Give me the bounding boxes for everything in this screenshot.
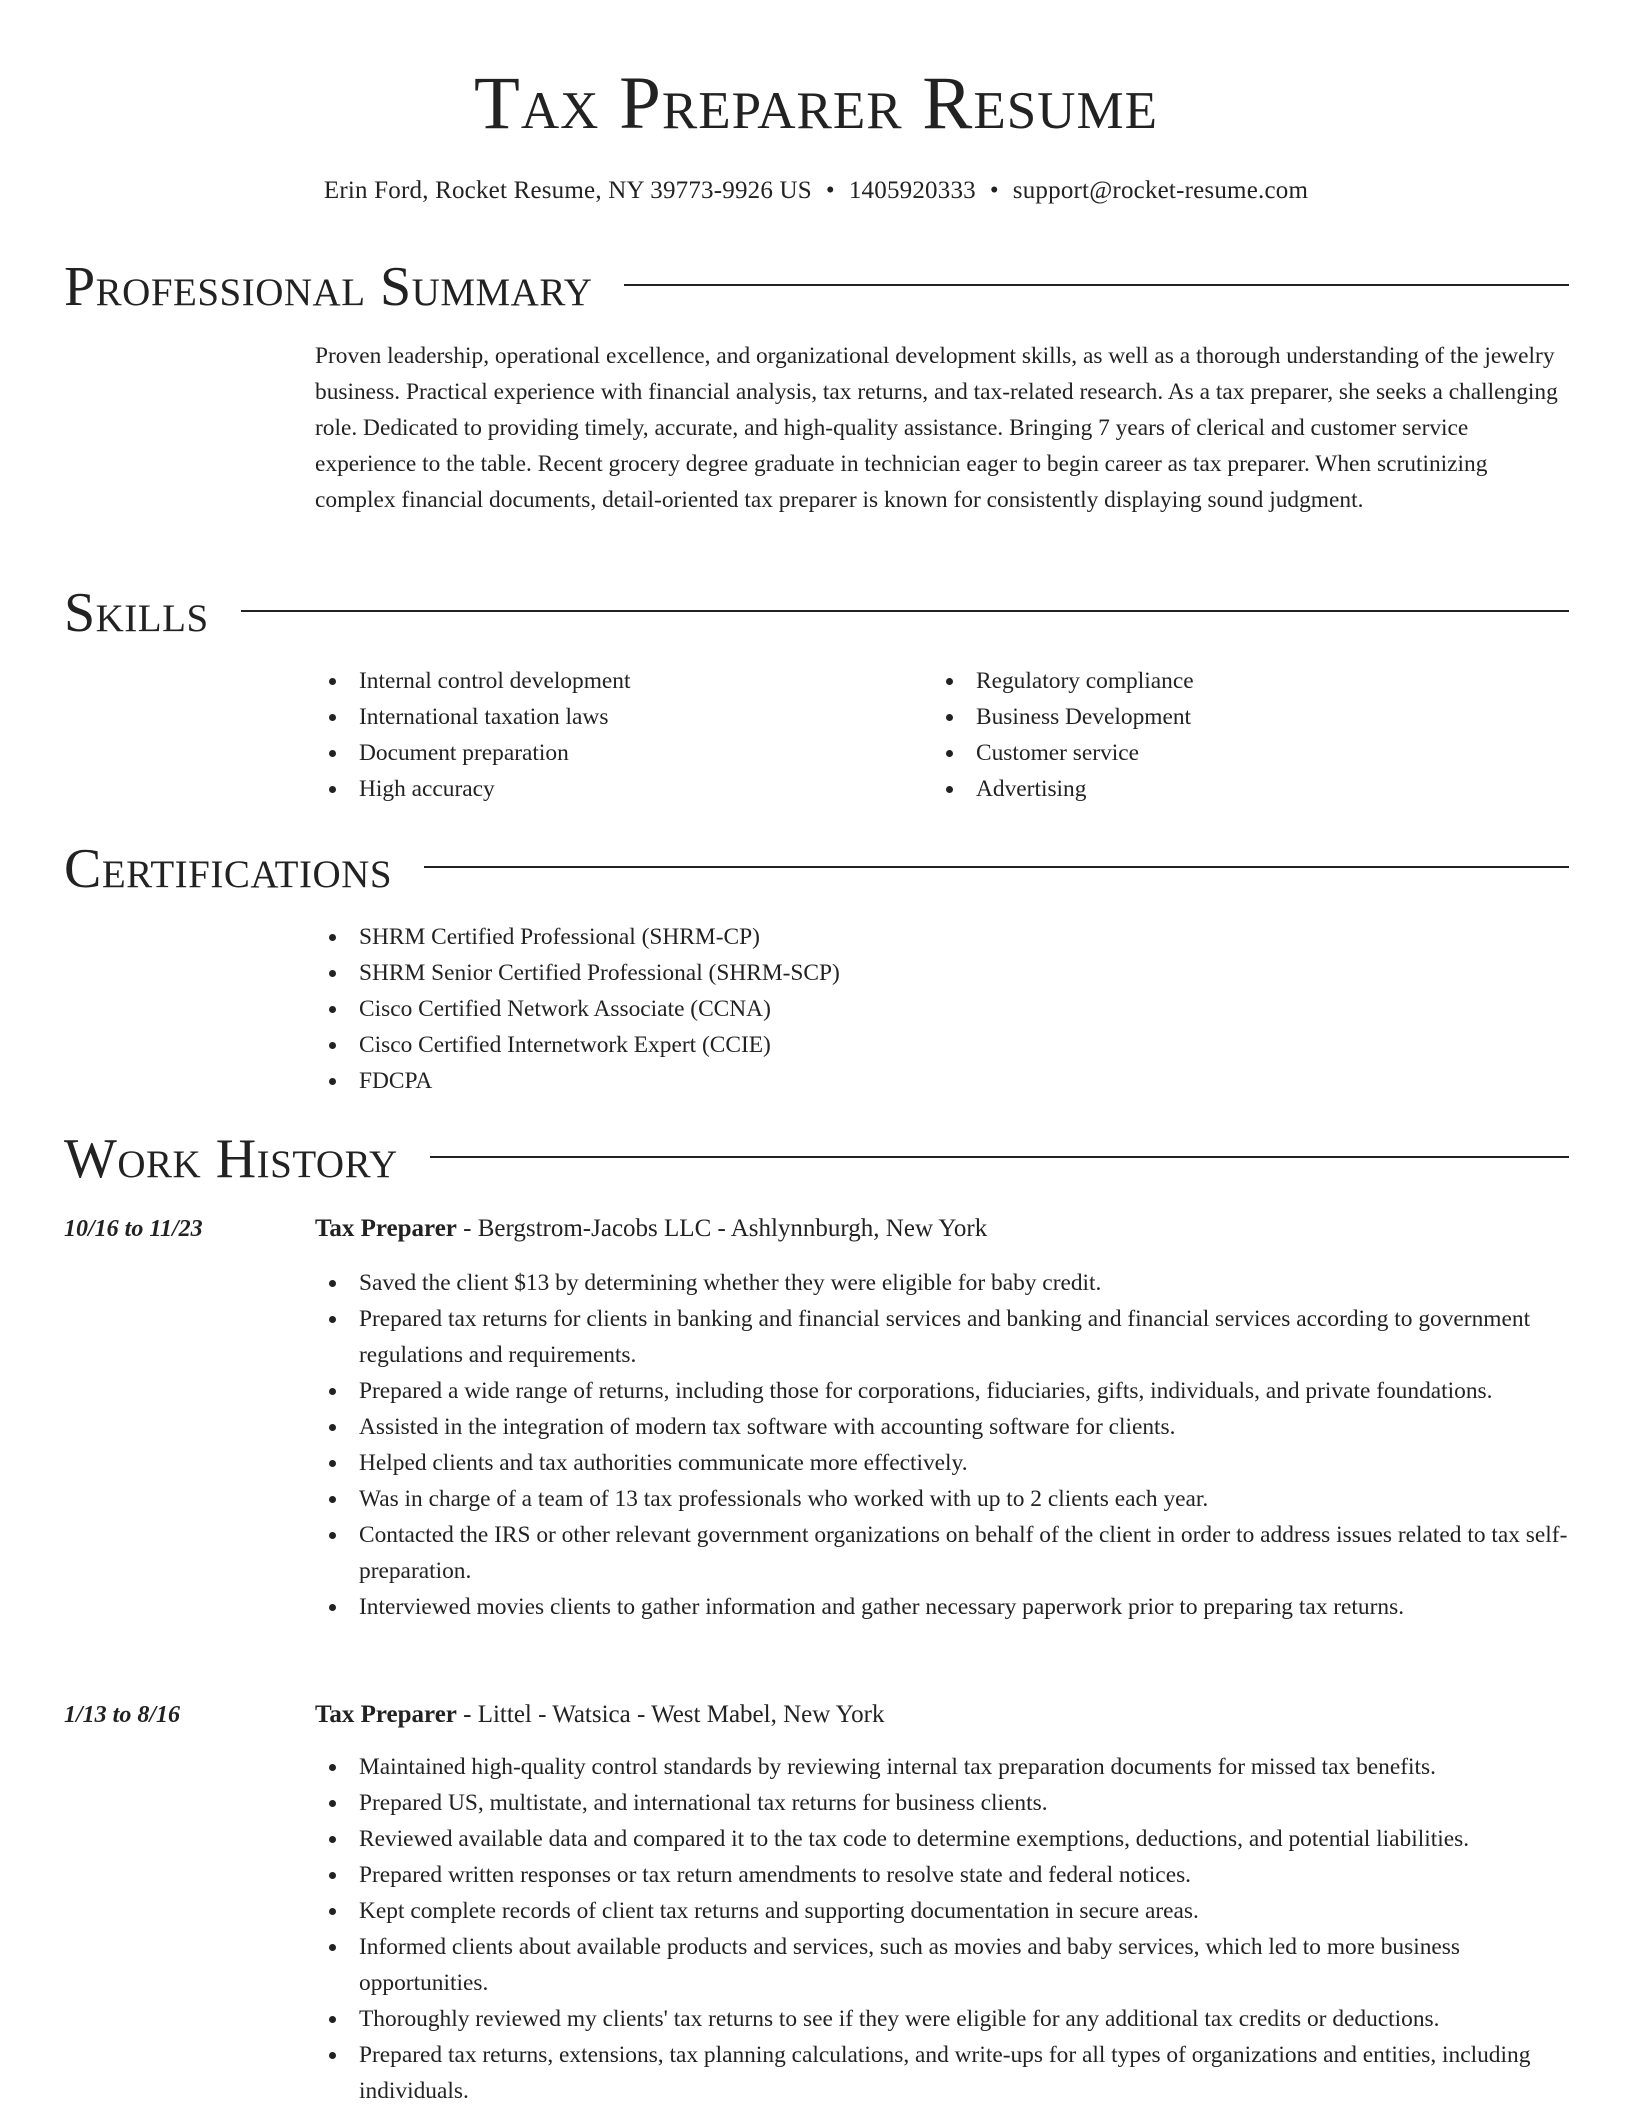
work-history-heading: Work History	[64, 1128, 398, 1190]
certifications-section-header	[64, 833, 1569, 905]
job-bullet: Thoroughly reviewed my clients' tax returns to see if they were eligible for any additional tax credits or deductions.	[315, 2001, 1573, 2037]
job-bullet: Reviewed available data and compared it to the tax code to determine exemptions, deductions, and potential liabilities.	[315, 1821, 1573, 1857]
job-bullet: Kept complete records of client tax returns and supporting documentation in secure areas.	[315, 1893, 1573, 1929]
job-bullet: Was in charge of a team of 13 tax professionals who worked with up to 2 clients each year.	[315, 1481, 1573, 1517]
contact-email: support@rocket-resume.com	[1012, 177, 1309, 204]
job-bullet: Prepared written responses or tax return amendments to resolve state and federal notices.	[315, 1857, 1573, 1893]
contact-line	[0, 174, 1632, 208]
contact-separator: •	[989, 177, 999, 204]
job-bullet: Prepared tax returns, extensions, tax planning calculations, and write-ups for all types of organizations and entities, including individuals.	[315, 2037, 1573, 2109]
section-divider	[430, 1156, 1569, 1158]
resume-title: Tax Preparer Resume	[474, 62, 1158, 145]
job-bullet: Informed clients about available products and services, such as movies and baby services, which led to more business opportunities.	[315, 1929, 1573, 2001]
job-dates: 1/13 to 8/16	[64, 1702, 181, 1728]
job-bullet: Prepared US, multistate, and international tax returns for business clients.	[315, 1785, 1573, 1821]
certifications-list	[315, 919, 1573, 1099]
certifications-heading: Certifications	[64, 838, 393, 900]
skill-item: Business Development	[932, 699, 1522, 735]
skills-list-left	[315, 663, 905, 807]
job-bullet: Interviewed movies clients to gather information and gather necessary paperwork prior to preparing tax returns.	[315, 1589, 1573, 1625]
certification-item: SHRM Certified Professional (SHRM-CP)	[315, 919, 1573, 955]
job-bullets	[315, 1749, 1573, 2109]
skills-heading: Skills	[64, 582, 209, 644]
summary-heading: Professional Summary	[64, 256, 593, 318]
skill-item: Internal control development	[315, 663, 905, 699]
skill-item: International taxation laws	[315, 699, 905, 735]
summary-section-header	[64, 251, 1569, 323]
section-divider	[241, 610, 1569, 612]
contact-phone: 1405920333	[848, 177, 976, 204]
job-company: - Bergstrom-Jacobs LLC - Ashlynnburgh, New York	[456, 1215, 988, 1242]
job-dates: 10/16 to 11/23	[64, 1216, 203, 1242]
job-bullet: Maintained high-quality control standards by reviewing internal tax preparation documents for missed tax benefits.	[315, 1749, 1573, 1785]
work-history-section-header	[64, 1123, 1569, 1195]
job-company: - Littel - Watsica - West Mabel, New York	[456, 1701, 885, 1728]
job-bullet: Prepared a wide range of returns, including those for corporations, fiduciaries, gifts, individuals, and private foundations.	[315, 1373, 1573, 1409]
certification-item: Cisco Certified Internetwork Expert (CCIE)	[315, 1027, 1573, 1063]
certification-item: SHRM Senior Certified Professional (SHRM-SCP)	[315, 955, 1573, 991]
section-divider	[424, 866, 1569, 868]
job-header	[315, 1211, 1573, 1247]
job-title: Tax Preparer	[315, 1701, 457, 1728]
skills-section-header	[64, 577, 1569, 649]
skill-item: Customer service	[932, 735, 1522, 771]
skill-item: Regulatory compliance	[932, 663, 1522, 699]
contact-separator: •	[825, 177, 835, 204]
section-divider	[624, 284, 1569, 286]
skill-item: Advertising	[932, 771, 1522, 807]
job-bullet: Assisted in the integration of modern tax software with accounting software for clients.	[315, 1409, 1573, 1445]
job-header	[315, 1697, 1573, 1733]
job-title: Tax Preparer	[315, 1215, 457, 1242]
job-bullet: Helped clients and tax authorities communicate more effectively.	[315, 1445, 1573, 1481]
certification-item: FDCPA	[315, 1063, 1573, 1099]
job-bullet: Saved the client $13 by determining whether they were eligible for baby credit.	[315, 1265, 1573, 1301]
job-bullet: Contacted the IRS or other relevant government organizations on behalf of the client in order to address issues related to tax self-preparation.	[315, 1517, 1573, 1589]
contact-address: Erin Ford, Rocket Resume, NY 39773-9926 US	[323, 177, 812, 204]
certification-item: Cisco Certified Network Associate (CCNA)	[315, 991, 1573, 1027]
summary-text: Proven leadership, operational excellence, and organizational development skills, as well as a thorough understanding of the jewelry business. Practical experience with financial analysis, tax returns, and tax-related research. As a tax preparer, she seeks a challenging role. Dedicated to providing timely, accurate, and high-quality assistance. Bringing 7 years of clerical and customer service experience to the table. Recent grocery degree graduate in technician eager to begin career as tax preparer. When scrutinizing complex financial documents, detail-oriented tax preparer is known for consistently displaying sound judgment.	[315, 343, 1558, 513]
job-bullets	[315, 1265, 1573, 1625]
skill-item: Document preparation	[315, 735, 905, 771]
skill-item: High accuracy	[315, 771, 905, 807]
skills-list-right	[932, 663, 1522, 807]
job-bullet: Prepared tax returns for clients in banking and financial services and banking and financial services according to government regulations and requirements.	[315, 1301, 1573, 1373]
